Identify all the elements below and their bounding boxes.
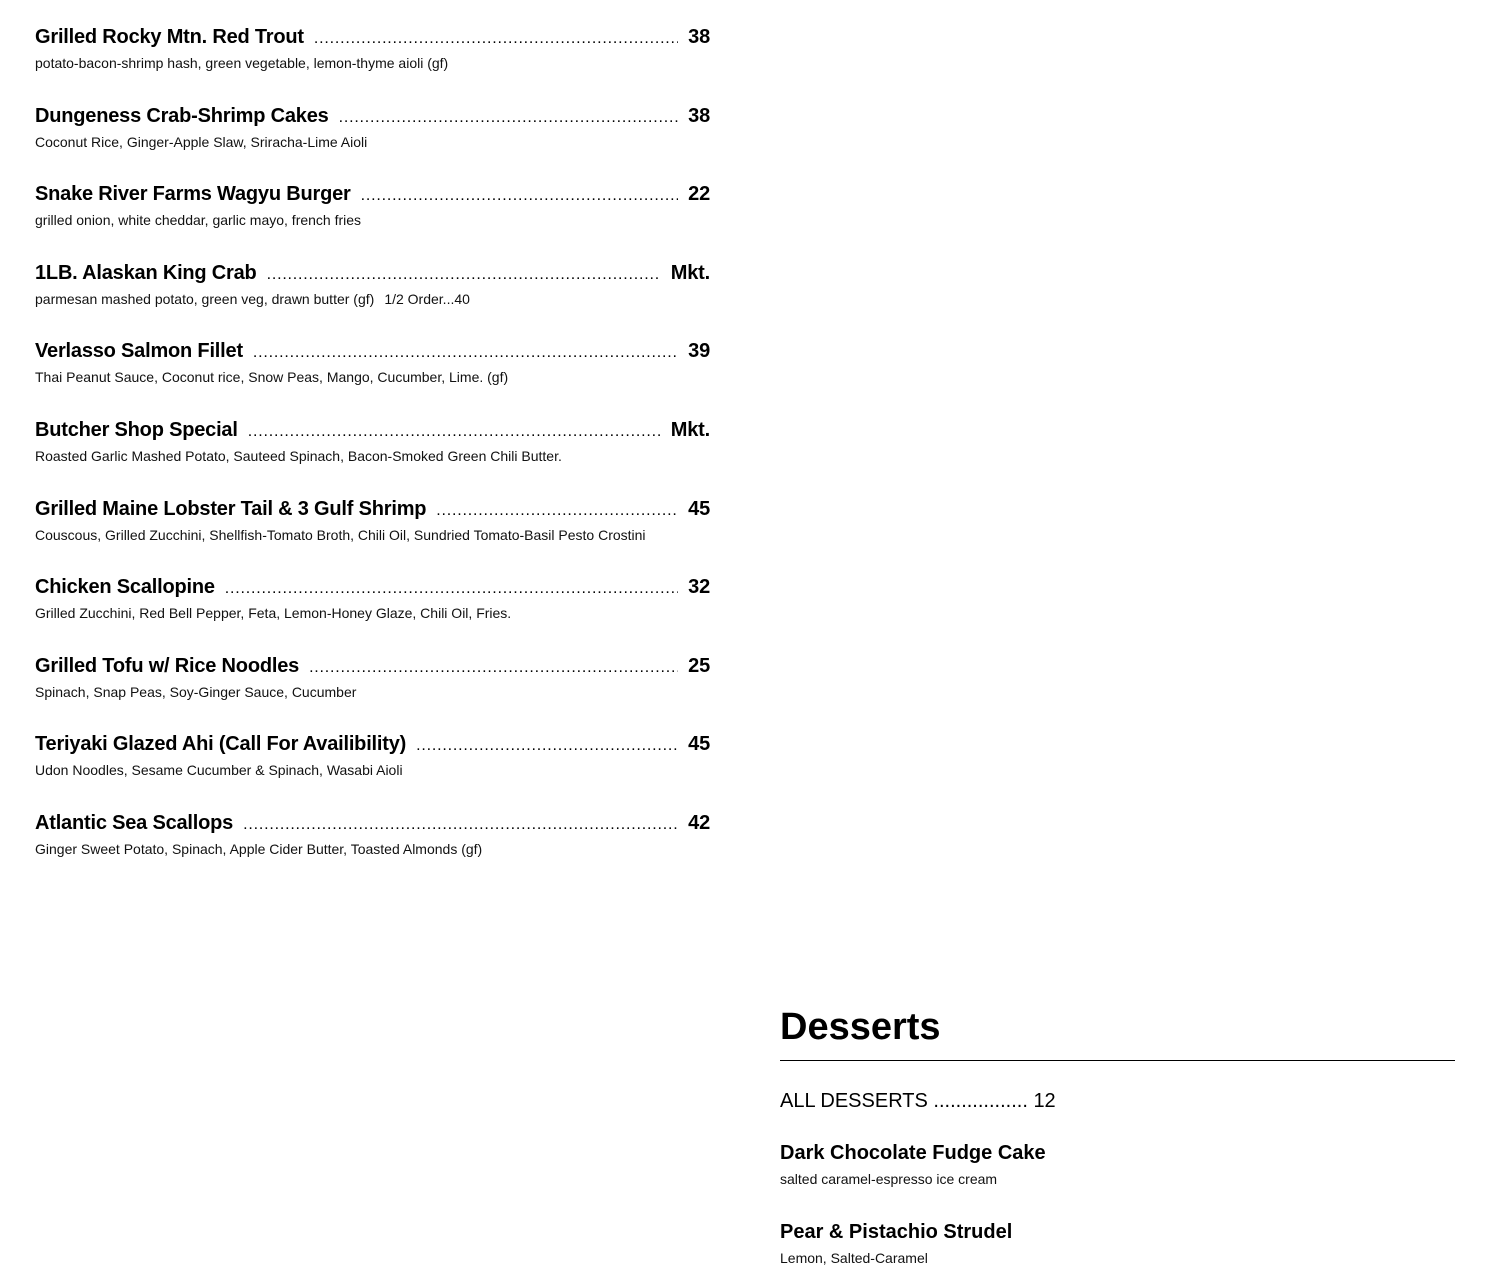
menu-item-price: 25 — [688, 654, 710, 677]
menu-item-description — [35, 525, 710, 545]
menu-item-description — [35, 839, 710, 859]
menu-item-description-text: Roasted Garlic Mashed Potato, Sauteed Spinach, Bacon-Smoked Green Chili Butter. — [35, 447, 562, 464]
menu-item-header — [35, 574, 710, 601]
menu-item-header — [35, 103, 710, 130]
menu-item-description-text: Coconut Rice, Ginger-Apple Slaw, Sriracha-Lime Aioli — [35, 133, 368, 150]
menu-item-price: 38 — [688, 104, 710, 127]
menu-item-name: Grilled Tofu w/ Rice Noodles — [35, 654, 300, 677]
dessert-item — [780, 1219, 1455, 1268]
menu-item-description — [35, 132, 710, 152]
menu-item-price: Mkt. — [670, 261, 710, 284]
menu-item-description — [35, 210, 710, 230]
menu-item-price: 45 — [688, 497, 710, 520]
menu-item-price: Mkt. — [670, 418, 710, 441]
menu-item-header — [35, 338, 710, 365]
dot-leader — [248, 418, 661, 445]
menu-item-header — [35, 260, 710, 287]
all-desserts-label: ALL DESSERTS — [780, 1090, 928, 1112]
menu-item-price: 42 — [688, 811, 710, 834]
menu-item-description — [35, 760, 710, 780]
menu-item — [35, 181, 710, 260]
all-desserts-value: 12 — [1033, 1090, 1056, 1112]
menu-item-price: 22 — [688, 183, 710, 206]
menu-item-price: 45 — [688, 733, 710, 756]
dot-leader — [314, 25, 678, 52]
menu-item-name: Teriyaki Glazed Ahi (Call For Availibility) — [35, 733, 407, 756]
menu-item-description-text: Udon Noodles, Sesame Cucumber & Spinach, Wasabi Aioli — [35, 762, 403, 779]
menu-item-description-text: Grilled Zucchini, Red Bell Pepper, Feta, Lemon-Honey Glaze, Chili Oil, Fries. — [35, 605, 512, 622]
dot-leader — [361, 182, 679, 209]
menu-item-header — [35, 496, 710, 523]
menu-item-price: 38 — [688, 26, 710, 48]
section-divider — [780, 1060, 1455, 1061]
menu-item — [35, 417, 710, 496]
menu-item — [35, 574, 710, 653]
menu-item-name: Atlantic Sea Scallops — [35, 811, 234, 834]
dessert-name: Pear & Pistachio Strudel — [780, 1221, 1013, 1243]
menu-item-description — [35, 289, 710, 309]
dot-leader — [267, 261, 661, 288]
menu-item — [35, 103, 710, 182]
entrees-list — [35, 24, 710, 889]
menu-item — [35, 810, 710, 889]
menu-item-description-text: Thai Peanut Sauce, Coconut rice, Snow Peas, Mango, Cucumber, Lime. (gf) — [35, 369, 509, 386]
menu-item — [35, 496, 710, 575]
menu-item-price: 32 — [688, 576, 710, 599]
menu-item-header — [35, 731, 710, 758]
dessert-description: Lemon, Salted-Caramel — [780, 1250, 928, 1266]
dot-leader — [253, 339, 678, 366]
menu-item-description-text: potato-bacon-shrimp hash, green vegetable, lemon-thyme aioli (gf) — [35, 55, 449, 71]
dot-leader — [416, 732, 678, 759]
desserts-section — [780, 1003, 1455, 1268]
dot-leader — [225, 575, 678, 602]
menu-item-name: Grilled Rocky Mtn. Red Trout — [35, 26, 304, 48]
menu-item — [35, 24, 710, 103]
menu-item-description — [35, 367, 710, 387]
menu-item-description-text: Spinach, Snap Peas, Soy-Ginger Sauce, Cucumber — [35, 683, 357, 700]
menu-item-name: Butcher Shop Special — [35, 418, 238, 441]
dot-leader — [309, 654, 678, 681]
menu-item-header — [35, 24, 710, 51]
dessert-item — [780, 1140, 1455, 1189]
menu-item-header — [35, 417, 710, 444]
dot-leader — [243, 811, 678, 838]
menu-item-name: Snake River Farms Wagyu Burger — [35, 183, 351, 206]
menu-item-name: Verlasso Salmon Fillet — [35, 340, 243, 363]
menu-item — [35, 731, 710, 810]
menu-item-header — [35, 653, 710, 680]
menu-item-description — [35, 446, 710, 466]
menu-item-header — [35, 181, 710, 208]
menu-item-name: Dungeness Crab-Shrimp Cakes — [35, 104, 329, 127]
section-title: Desserts — [780, 1006, 941, 1048]
menu-item-description-text: Couscous, Grilled Zucchini, Shellfish-Tomato Broth, Chili Oil, Sundried Tomato-Basil Pesto Crostini — [35, 526, 646, 543]
all-desserts-price — [780, 1087, 1455, 1115]
menu-item-price: 39 — [688, 340, 710, 363]
menu-item — [35, 338, 710, 417]
menu-item-description — [35, 682, 710, 702]
dessert-description: salted caramel-espresso ice cream — [780, 1171, 998, 1187]
menu-item-description-text: Ginger Sweet Potato, Spinach, Apple Cider Butter, Toasted Almonds (gf) — [35, 840, 483, 857]
dot-leader: ................. — [933, 1090, 1028, 1112]
menu-item-header — [35, 810, 710, 837]
menu-item-description — [35, 603, 710, 623]
menu-item-name: 1LB. Alaskan King Crab — [35, 261, 257, 284]
menu-item-description-text: grilled onion, white cheddar, garlic mayo, french fries — [35, 212, 362, 229]
menu-item-description-text: parmesan mashed potato, green veg, drawn butter (gf) — [35, 290, 375, 307]
menu-item — [35, 653, 710, 732]
menu-item-name: Chicken Scallopine — [35, 576, 215, 599]
menu-item-name: Grilled Maine Lobster Tail & 3 Gulf Shrimp — [35, 497, 427, 520]
menu-item-description — [35, 53, 710, 73]
dessert-name: Dark Chocolate Fudge Cake — [780, 1142, 1046, 1164]
dot-leader — [339, 104, 679, 131]
menu-item — [35, 260, 710, 339]
dot-leader — [436, 497, 678, 524]
half-order-price: 1/2 Order...40 — [384, 290, 470, 307]
